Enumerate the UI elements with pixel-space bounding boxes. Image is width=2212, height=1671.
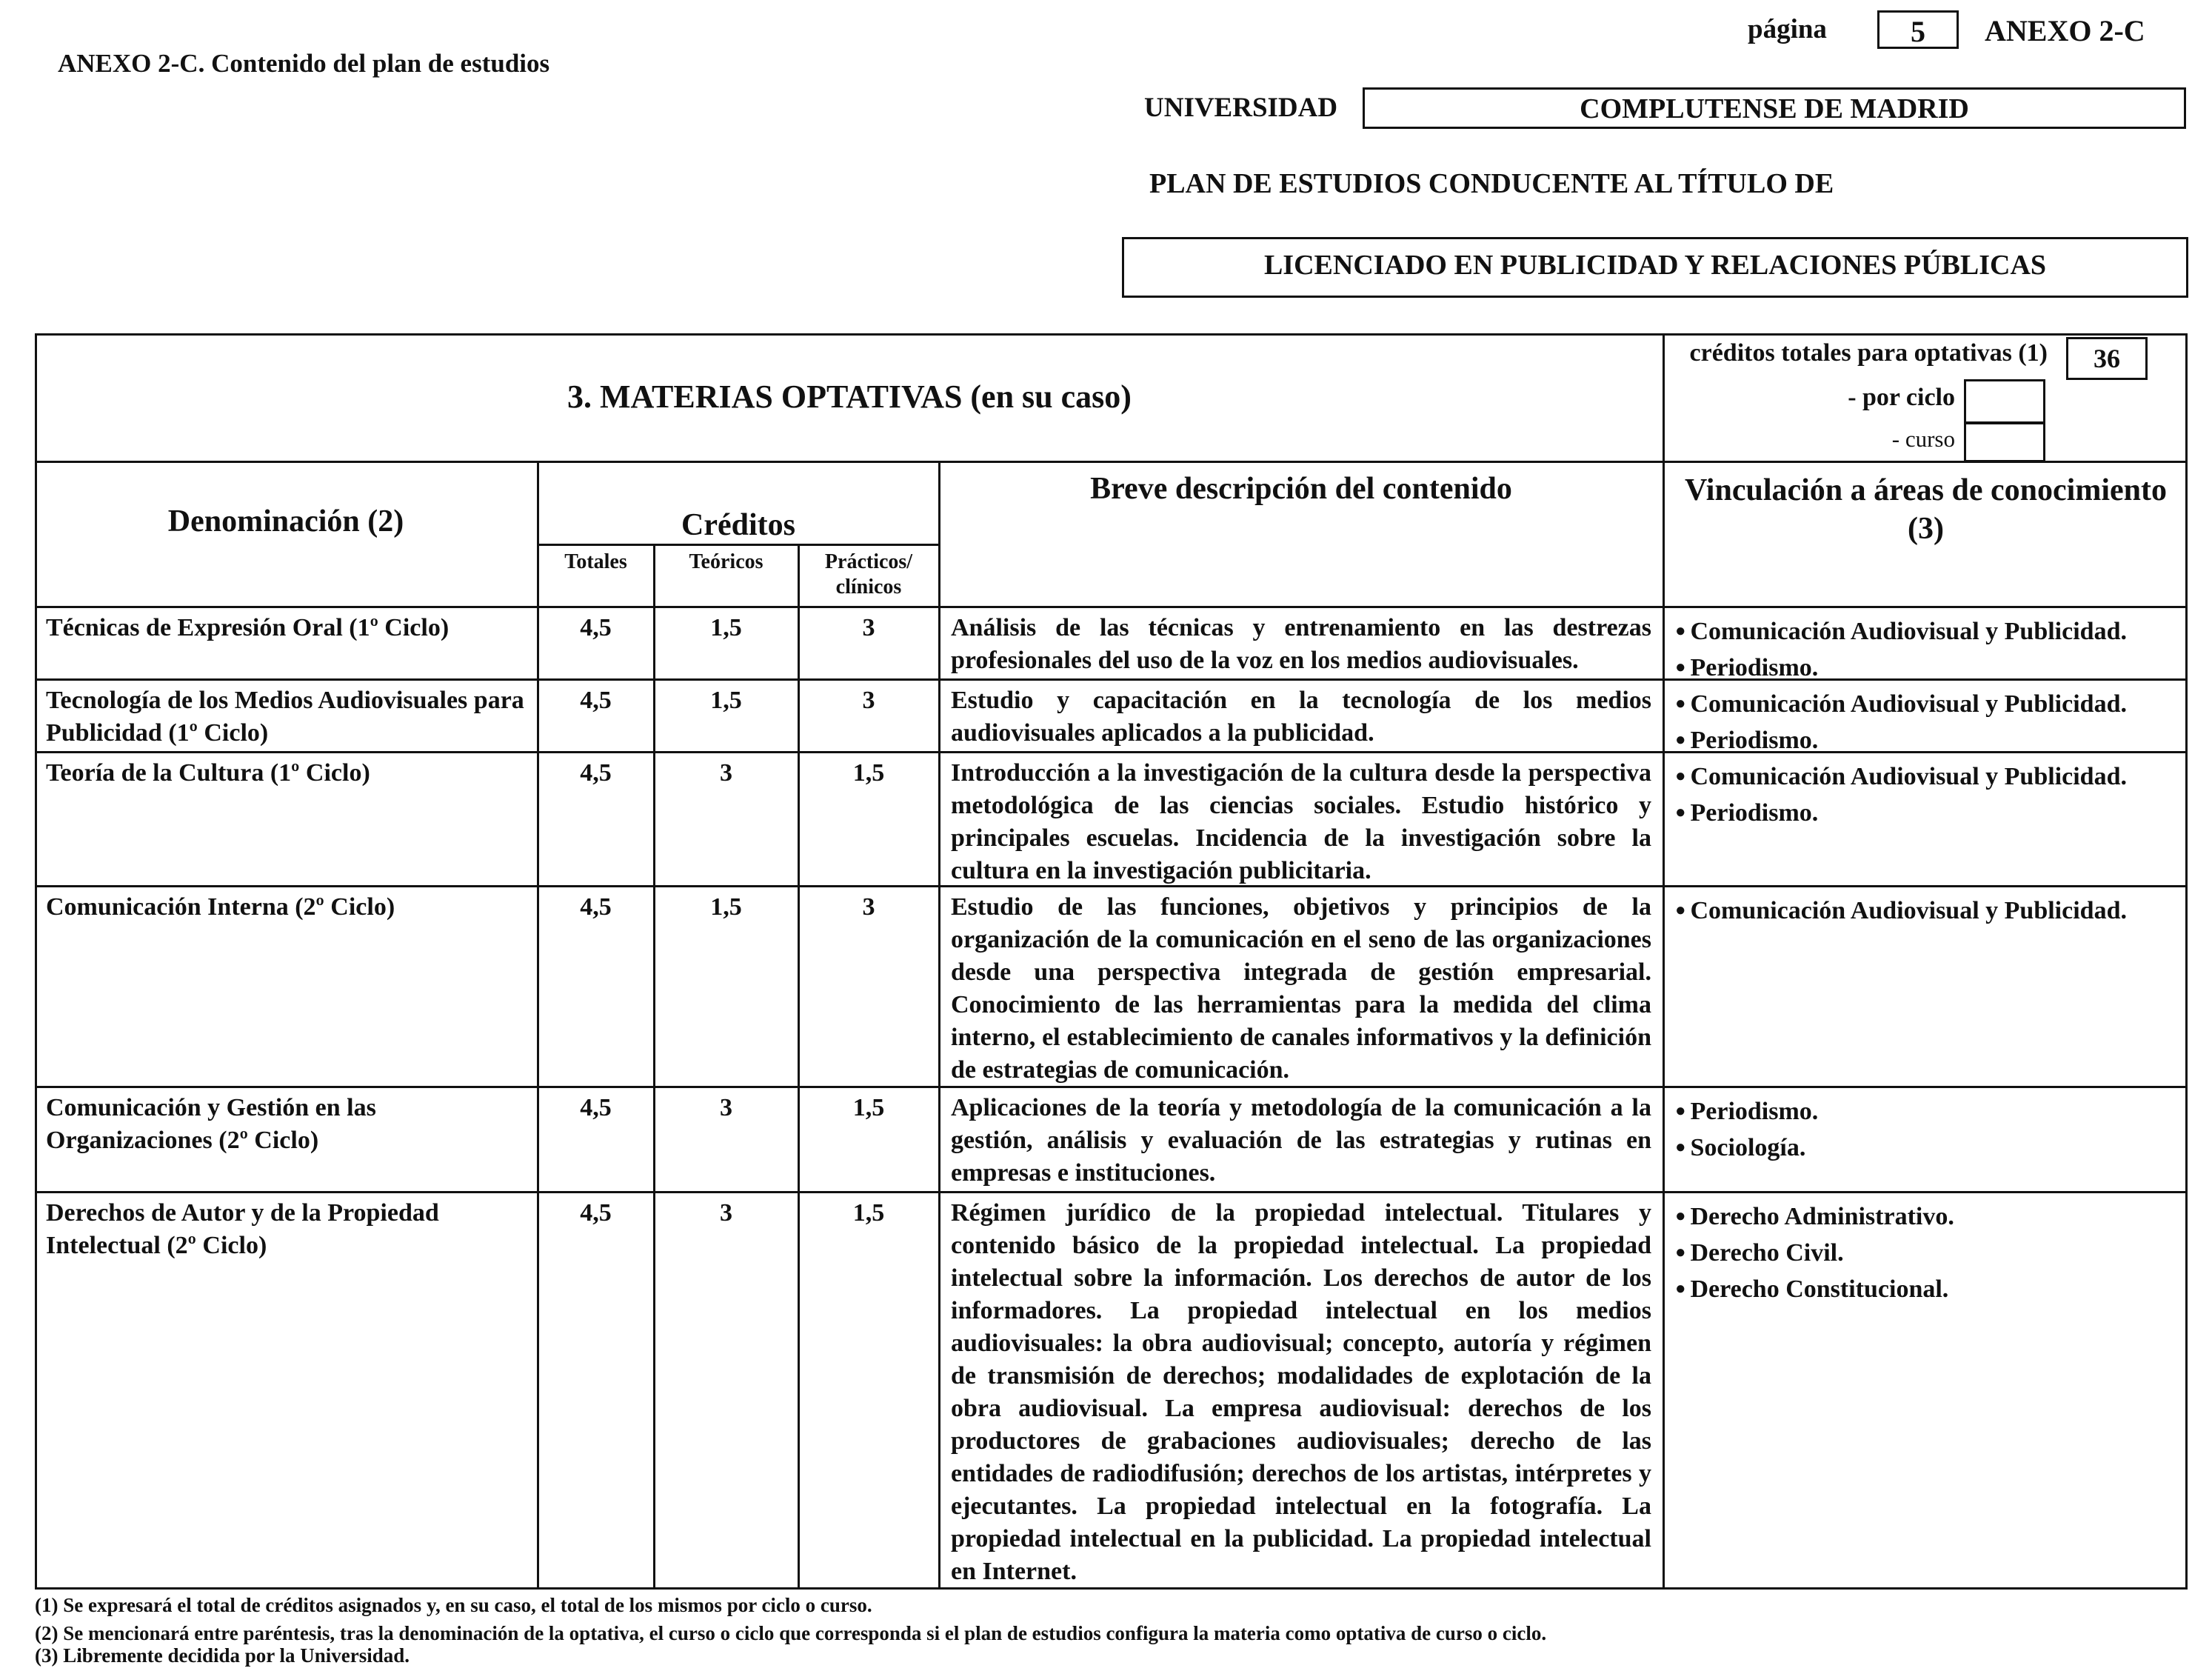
denomination-header: Denominación (2)	[167, 504, 404, 538]
practical-credits-header-line1: Prácticos/	[824, 550, 913, 573]
bullet-icon: ●	[1675, 1207, 1686, 1226]
credits-total: 4,5	[580, 759, 612, 787]
practical-credits-header-line2: clínicos	[835, 576, 902, 598]
document-title: ANEXO 2-C. Contenido del plan de estudios	[58, 49, 550, 78]
knowledge-area-item	[1675, 722, 2186, 758]
bullet-icon: ●	[1675, 767, 1686, 786]
subject-description: Estudio de las funciones, objetivos y principios de la organización de la comunicación en el seno de las organizaciones desde una perspectiva integrada de gestión empresarial. Conocimiento de las herramientas para la medida del clima interno, el establecimiento de canales informativos y la definición de estrategias de comunicación.	[951, 893, 1651, 1084]
plan-label: PLAN DE ESTUDIOS CONDUCENTE AL TÍTULO DE	[1149, 168, 1834, 199]
bullet-icon: ●	[1675, 730, 1686, 750]
degree-title-box: LICENCIADO EN PUBLICIDAD Y RELACIONES PÚBLICAS	[1122, 237, 2188, 298]
knowledge-area-label: Derecho Administrativo.	[1690, 1203, 1954, 1230]
credits-practical: 3	[862, 687, 875, 714]
credits-theory: 3	[720, 759, 732, 787]
knowledge-area-label: Comunicación Audiovisual y Publicidad.	[1690, 763, 2127, 790]
bullet-icon: ●	[1675, 694, 1686, 713]
knowledge-area-item	[1675, 1093, 2186, 1130]
knowledge-area-label: Periodismo.	[1690, 727, 1819, 754]
bullet-icon: ●	[1675, 1279, 1686, 1298]
bullet-icon: ●	[1675, 621, 1686, 641]
credits-theory: 1,5	[710, 614, 742, 641]
knowledge-area-item	[1675, 758, 2186, 795]
divider-line	[35, 1191, 2188, 1193]
section-title: 3. MATERIAS OPTATIVAS (en su caso)	[567, 378, 1132, 415]
divider-line	[35, 606, 2188, 608]
knowledge-areas-list	[1675, 686, 2186, 758]
divider-line	[35, 461, 2188, 463]
credits-total: 4,5	[580, 687, 612, 714]
page-label: página	[1748, 14, 1827, 44]
knowledge-areas-list	[1675, 1093, 2186, 1166]
annex-label: ANEXO 2-C	[1985, 14, 2145, 47]
bullet-icon: ●	[1675, 1243, 1686, 1262]
credits-theory: 1,5	[710, 893, 742, 921]
page-number-box: 5	[1877, 10, 1959, 49]
subject-description: Aplicaciones de la teoría y metodología de la comunicación a la gestión, análisis y evaluación de las estrategias y rutinas en empresas e instituciones.	[951, 1094, 1651, 1187]
per-course-box	[1964, 422, 2045, 462]
credits-total: 4,5	[580, 1199, 612, 1227]
total-credits-box: 36	[2066, 337, 2148, 380]
knowledge-area-label: Derecho Constitucional.	[1690, 1275, 1949, 1303]
credits-total: 4,5	[580, 893, 612, 921]
knowledge-areas-list	[1675, 893, 2186, 929]
footnote: (1) Se expresará el total de créditos asignados y, en su caso, el total de los mismos por ciclo o curso.	[35, 1594, 872, 1616]
knowledge-areas-header-line1: Vinculación a áreas de conocimiento	[1685, 473, 2167, 507]
credits-theory: 3	[720, 1094, 732, 1121]
total-credits-header: Totales	[564, 550, 627, 573]
credits-practical: 1,5	[852, 1094, 885, 1121]
description-header: Breve descripción del contenido	[1090, 472, 1512, 506]
knowledge-area-label: Derecho Civil.	[1690, 1239, 1844, 1267]
subject-description: Análisis de las técnicas y entrenamiento en las destrezas profesionales del uso de la voz en los medios audiovisuales.	[951, 614, 1651, 674]
subject-name: Comunicación Interna (2º Ciclo)	[46, 893, 395, 921]
knowledge-area-item	[1675, 686, 2186, 722]
university-label: UNIVERSIDAD	[1144, 93, 1338, 123]
bullet-icon: ●	[1675, 658, 1686, 677]
credits-practical: 3	[862, 614, 875, 641]
subject-name: Tecnología de los Medios Audiovisuales para Publicidad (1º Ciclo)	[46, 687, 524, 747]
subject-description: Régimen jurídico de la propiedad intelectual. Titulares y contenido básico de la propiedad intelectual. La propiedad intelectual sobre la información. Los derechos de autor de los informadores. La propiedad intelectual en los medios audiovisuales: la obra audiovisual; concepto, autoría y régimen de transmisión de derechos; modalidades de explotación de la obra audiovisual. La empresa audiovisual: derechos de los productores de grabaciones audiovisuales; derecho de las entidades de radiodifusión; derechos de los artistas, intérpretes y ejecutantes. La propiedad intelectual en la fotografía. La propiedad intelectual en la publicidad. La propiedad intelectual en Internet.	[951, 1199, 1651, 1585]
knowledge-area-item	[1675, 1130, 2186, 1166]
per-course-label: - curso	[1891, 426, 1955, 452]
credits-practical: 1,5	[852, 759, 885, 787]
knowledge-area-label: Comunicación Audiovisual y Publicidad.	[1690, 897, 2127, 924]
credits-header: Créditos	[681, 508, 795, 542]
subject-name: Teoría de la Cultura (1º Ciclo)	[46, 759, 370, 787]
knowledge-area-item	[1675, 795, 2186, 831]
knowledge-areas-list	[1675, 758, 2186, 831]
credits-theory: 3	[720, 1199, 732, 1227]
bullet-icon: ●	[1675, 803, 1686, 822]
knowledge-area-item	[1675, 1198, 2186, 1235]
credits-practical: 3	[862, 893, 875, 921]
university-value-box: COMPLUTENSE DE MADRID	[1363, 87, 2186, 129]
knowledge-areas-header	[1664, 471, 2188, 548]
subject-name: Técnicas de Expresión Oral (1º Ciclo)	[46, 614, 450, 641]
subject-name: Derechos de Autor y de la Propiedad Intelectual (2º Ciclo)	[46, 1199, 439, 1259]
knowledge-area-item	[1675, 650, 2186, 686]
bullet-icon: ●	[1675, 901, 1686, 920]
credits-total: 4,5	[580, 614, 612, 641]
practical-credits-header	[799, 550, 938, 600]
per-cycle-label: - por ciclo	[1848, 384, 1955, 411]
knowledge-area-label: Periodismo.	[1690, 654, 1819, 681]
knowledge-area-item	[1675, 1271, 2186, 1307]
total-credits-label: créditos totales para optativas (1)	[1689, 339, 2048, 367]
subject-description: Estudio y capacitación en la tecnología de los medios audiovisuales aplicados a la publicidad.	[951, 687, 1651, 747]
knowledge-area-label: Comunicación Audiovisual y Publicidad.	[1690, 690, 2127, 718]
knowledge-area-label: Sociología.	[1690, 1134, 1806, 1161]
subject-name: Comunicación y Gestión en las Organizaciones (2º Ciclo)	[46, 1094, 376, 1154]
knowledge-areas-list	[1675, 1198, 2186, 1307]
knowledge-area-item	[1675, 1235, 2186, 1271]
divider-line	[938, 461, 940, 1590]
knowledge-areas-header-line2: (3)	[1908, 512, 1944, 546]
subject-description: Introducción a la investigación de la cultura desde la perspectiva metodológica de las ciencias sociales. Estudio histórico y principales escuelas. Incidencia de la investigación sobre la cultura en la investigación publicitaria.	[951, 759, 1651, 884]
credits-total: 4,5	[580, 1094, 612, 1121]
divider-line	[538, 544, 938, 546]
credits-practical: 1,5	[852, 1199, 885, 1227]
footnote: (3) Libremente decidida por la Universidad.	[35, 1644, 410, 1667]
bullet-icon: ●	[1675, 1138, 1686, 1157]
knowledge-area-label: Comunicación Audiovisual y Publicidad.	[1690, 618, 2127, 645]
bullet-icon: ●	[1675, 1101, 1686, 1121]
knowledge-area-label: Periodismo.	[1690, 1098, 1819, 1125]
knowledge-areas-list	[1675, 613, 2186, 686]
theory-credits-header: Teóricos	[689, 550, 763, 573]
knowledge-area-label: Periodismo.	[1690, 799, 1819, 827]
knowledge-area-item	[1675, 893, 2186, 929]
knowledge-area-item	[1675, 613, 2186, 650]
credits-theory: 1,5	[710, 687, 742, 714]
per-cycle-box	[1964, 379, 2045, 424]
footnote: (2) Se mencionará entre paréntesis, tras la denominación de la optativa, el curso o ciclo que corresponda si el plan de estudios configura la materia como optativa de curso o ciclo.	[35, 1622, 1547, 1644]
